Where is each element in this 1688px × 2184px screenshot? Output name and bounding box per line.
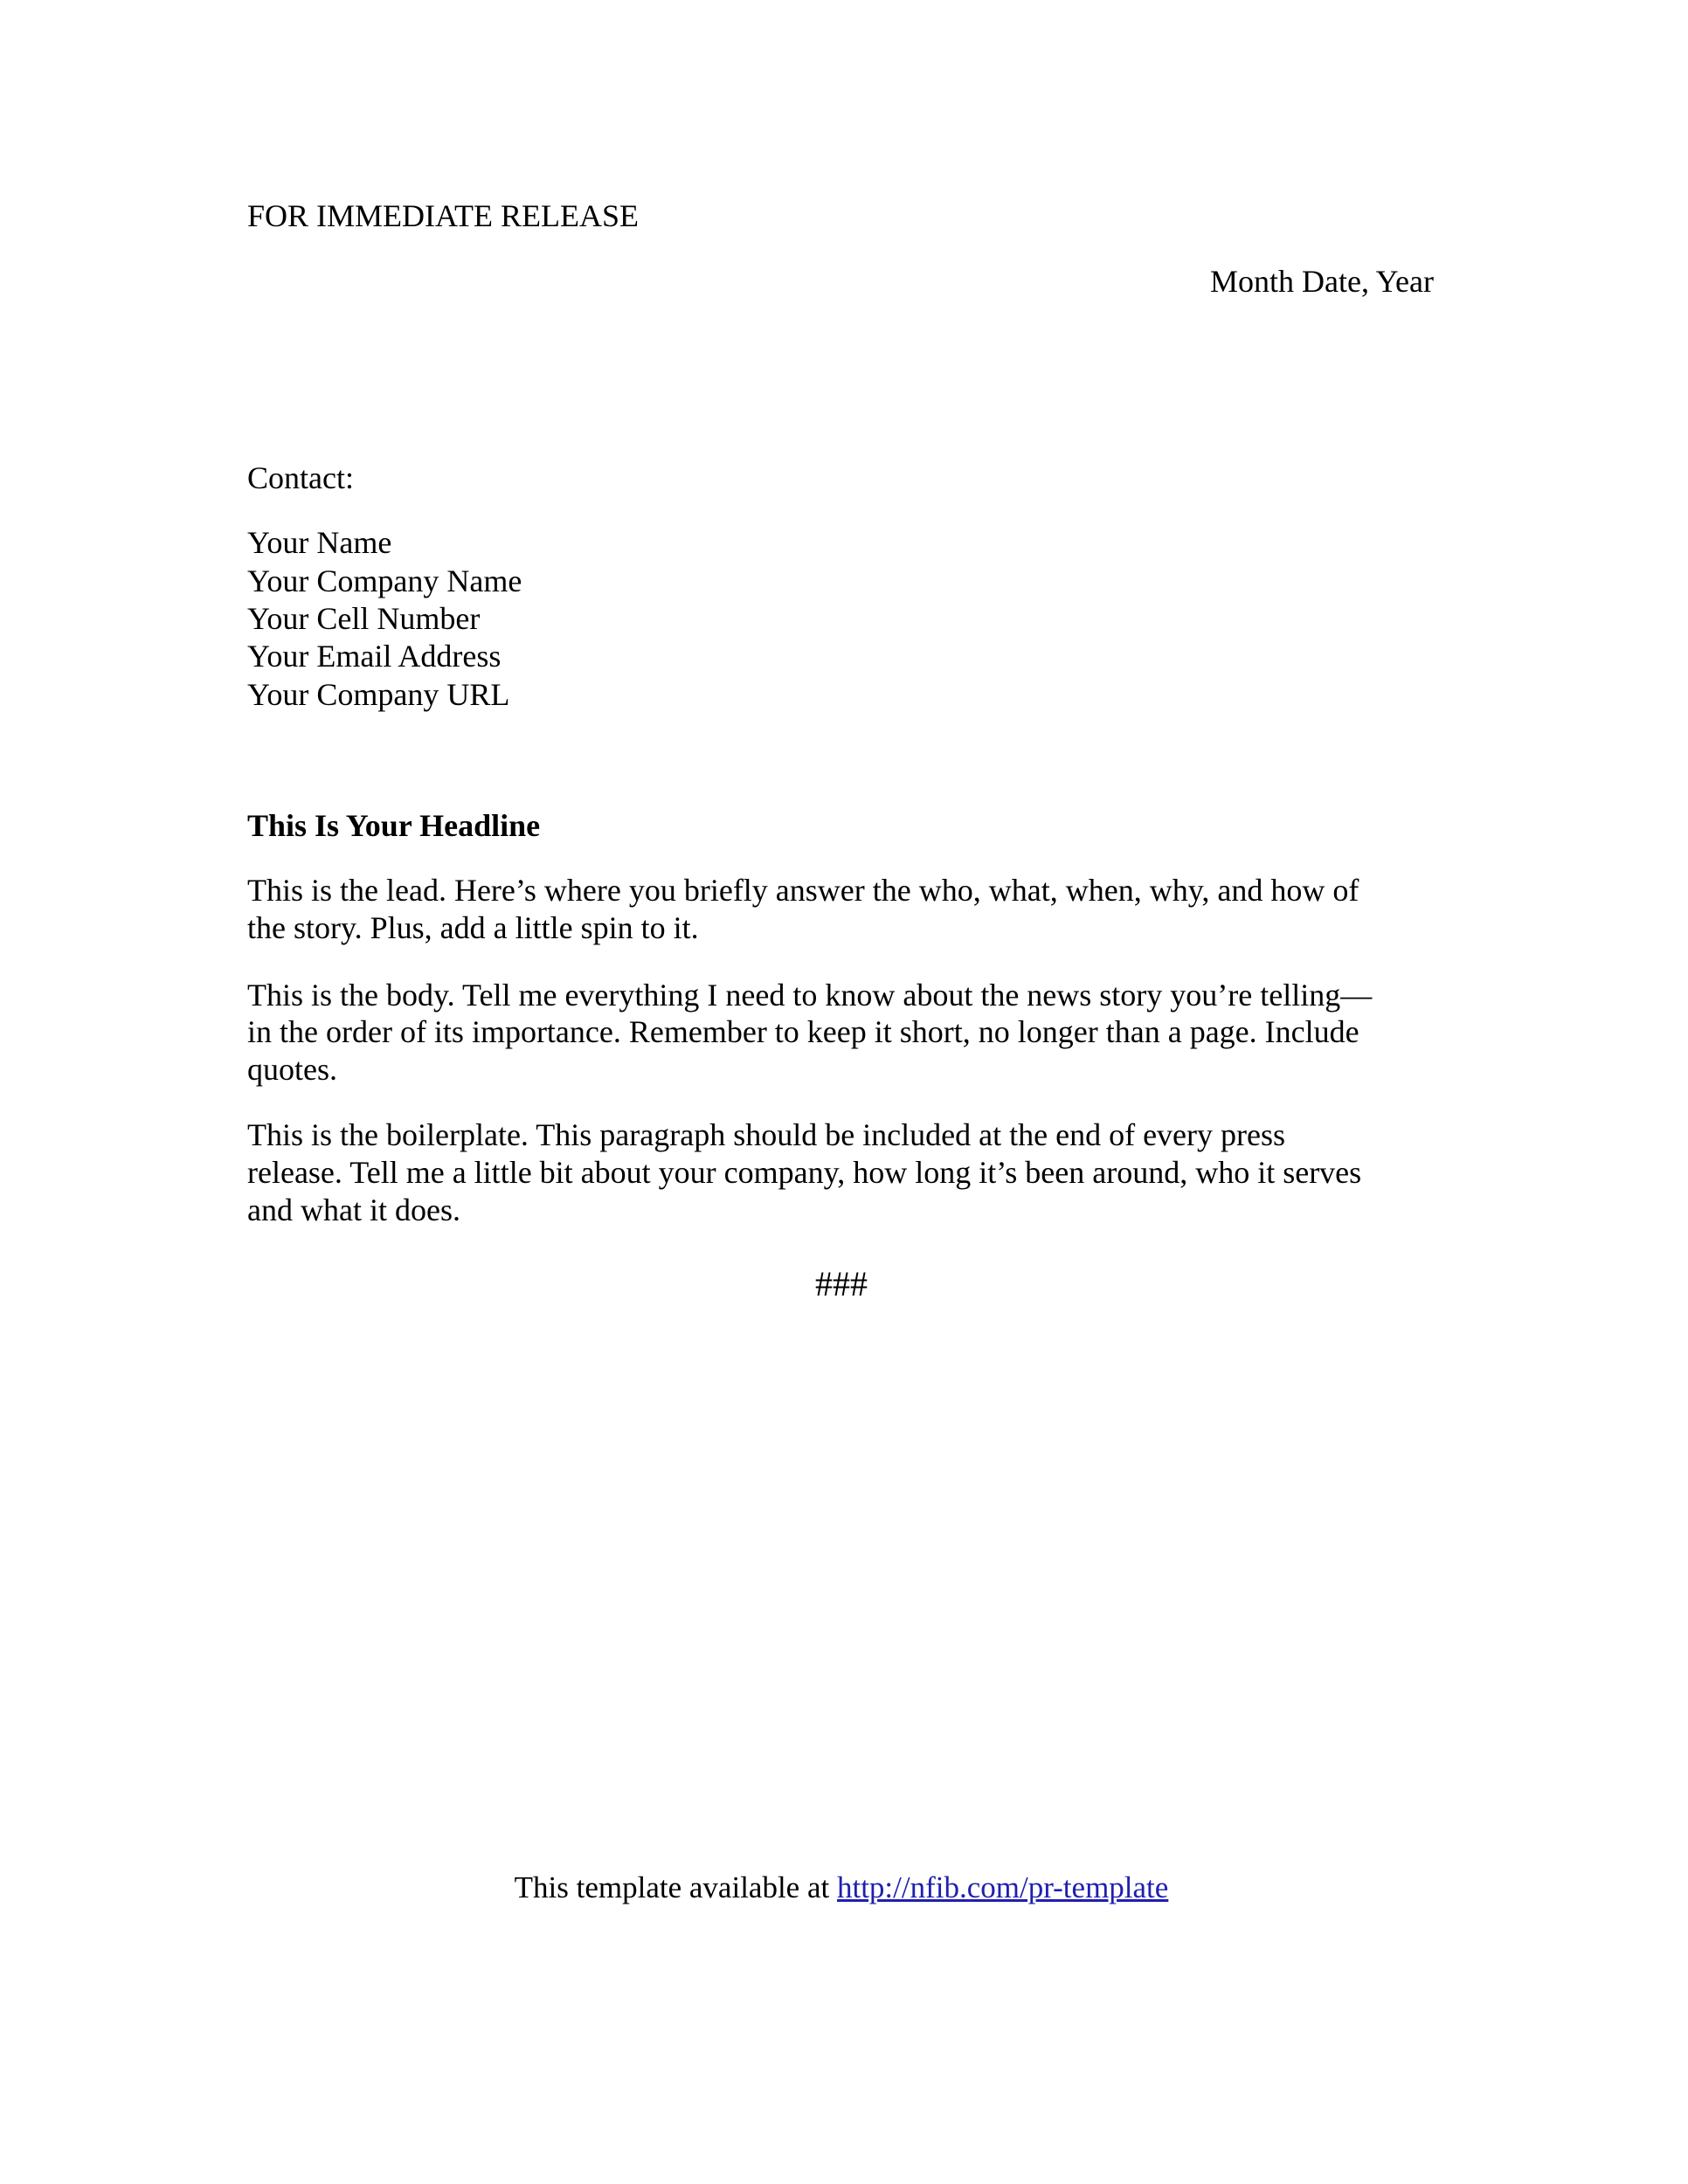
contact-email: Your Email Address [247,639,502,674]
release-label: FOR IMMEDIATE RELEASE [247,198,639,233]
body-line: quotes. [247,1052,337,1087]
template-link[interactable]: http://nfib.com/pr-template [836,1870,1169,1904]
boilerplate-line: This is the boilerplate. This paragraph should be included at the end of every press [247,1117,1285,1152]
boilerplate-line: release. Tell me a little bit about your company, how long it’s been around, who it serves [247,1155,1362,1190]
contact-cell: Your Cell Number [247,601,481,636]
body-line: in the order of its importance. Remember to keep it short, no longer than a page. Include [247,1014,1359,1049]
release-date: Month Date, Year [1210,264,1434,299]
headline: This Is Your Headline [247,808,541,843]
end-mark: ### [815,1264,868,1303]
boilerplate-line: and what it does. [247,1192,460,1227]
lead-line: This is the lead. Here’s where you briefly answer the who, what, when, why, and how of [247,873,1359,908]
contact-company: Your Company Name [247,563,522,598]
contact-url: Your Company URL [247,677,510,712]
footer-text: This template available at [514,1870,837,1904]
footer [0,1869,1683,1907]
contact-name: Your Name [247,525,392,560]
contact-label: Contact: [247,460,354,495]
body-line: This is the body. Tell me everything I need to know about the news story you’re telling— [247,978,1373,1013]
lead-line: the story. Plus, add a little spin to it. [247,910,699,945]
